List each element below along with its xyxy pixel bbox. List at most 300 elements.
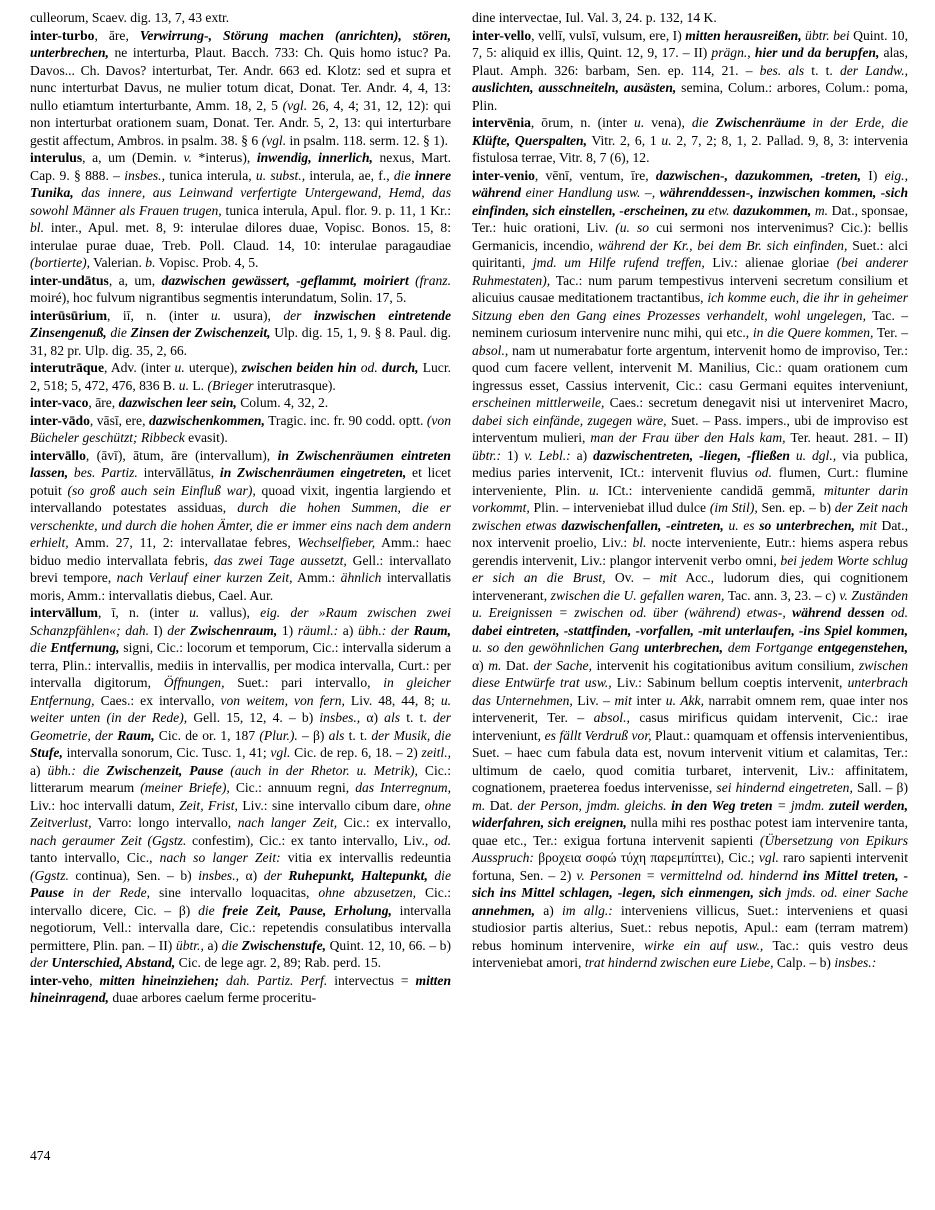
text-segment: insbes.: <box>834 955 877 970</box>
text-segment: (im Stil), <box>709 500 758 515</box>
text-segment: u. <box>634 115 645 130</box>
text-segment: intervalla negotiorum, Vell.: intervalla dare, Cic.: repetendis consulatibus intervalla permittere, Plin. pan. – II) <box>30 902 452 953</box>
text-segment: (vgl. <box>282 97 308 113</box>
text-segment: Tac. ann. 3, 23. – c) <box>724 587 840 603</box>
text-segment: Suet.: alci quiritanti, <box>472 237 909 270</box>
text-segment: , vēnī, ventum, īre, <box>534 167 656 183</box>
text-segment: Tac. – neminem curiosum intervenire nunc mihi, qui etc., <box>472 307 908 340</box>
text-segment: u. subst., <box>255 167 306 183</box>
text-segment: dabei eintreten, -stattfinden, -vorfallen, -mit unterlaufen, -ins Spiel kommen, <box>472 622 908 638</box>
text-segment: Valerian. <box>90 255 146 270</box>
text-segment: bl. <box>30 220 44 235</box>
text-segment: dabei sich einfände, zugegen wäre, <box>472 412 667 428</box>
text-segment: , a, um, <box>108 272 162 288</box>
text-segment: a) <box>338 622 358 638</box>
text-segment: währenddessen-, inzwischen kommen, -sich einfinden, sich einstellen, -erscheinen, zu <box>472 185 908 218</box>
text-segment: durch die hohen Summen, die er verschenkte, und durch die hohen Ämter, die er immer eins nach dem andern erhielt, <box>30 500 451 550</box>
headword: interulus <box>30 150 83 165</box>
text-segment: Entfernung, <box>50 640 120 655</box>
text-segment: zuteil werden, widerfahren, sich ereignen, <box>472 797 909 830</box>
text-segment: od. <box>433 832 451 848</box>
text-segment: übh.: die <box>47 762 107 778</box>
text-segment: dem Fortgange <box>723 640 813 655</box>
text-segment: nach langer Zeit, <box>237 815 338 830</box>
text-segment: übtr. bei <box>801 27 850 43</box>
text-segment: innere Tunika, <box>30 167 452 200</box>
text-segment: α) <box>238 867 264 883</box>
text-segment: mitunter darin vorkommt, <box>472 482 909 515</box>
text-segment: tunica interula, <box>164 167 256 183</box>
text-segment: Cic.: ex intervallo, <box>337 815 452 830</box>
text-segment: dazwischenfallen, -eintreten, <box>561 517 724 533</box>
text-segment: t. t. <box>344 727 372 743</box>
text-segment: nach so langer Zeit: <box>159 850 281 865</box>
text-segment: tunica interula, Apul. flor. 9. p. 11, 1 Kr.: <box>221 202 451 218</box>
text-segment: in den Weg treten <box>671 797 773 813</box>
text-segment: Unterschied, Abstand, <box>51 955 176 970</box>
text-segment: ICt.: interveniente candidā gemmā, <box>599 482 824 498</box>
text-segment: Cic.: litterarum mearum <box>30 762 451 795</box>
text-segment: (meiner Briefe), <box>140 780 230 795</box>
text-segment: interula, ae, f., <box>305 167 394 183</box>
text-segment: duae arbores caelum ferme proceritu- <box>108 990 317 1005</box>
text-segment: Amm.: haec biduo medio intervallata febris, <box>30 535 451 568</box>
text-segment: Liv.: hoc intervalli datum, <box>30 797 180 813</box>
text-segment: Tragic. inc. fr. 90 codd. optt. <box>264 412 427 428</box>
text-segment: a) <box>203 937 222 953</box>
text-segment: Plin. – interveniebat illud dulce <box>529 500 710 515</box>
headword: inter-veho <box>30 972 90 988</box>
text-segment: eig., <box>884 167 908 183</box>
text-segment: u. Akk, <box>665 692 704 708</box>
text-segment: (bortierte), <box>30 255 91 270</box>
headword: inter-undātus <box>30 272 109 288</box>
text-segment: vitia ex intervallis redeuntia <box>280 850 451 865</box>
text-segment: Liv. 48, 44, 8; <box>344 692 441 708</box>
headword: interutrāque <box>30 360 105 375</box>
dictionary-entry <box>30 272 451 307</box>
text-segment: dazwischentreten, -liegen, -fließen <box>593 447 790 463</box>
text-segment: Klüfte, Querspalten, <box>472 132 588 148</box>
text-segment: t. t. <box>804 62 840 78</box>
text-segment: (auch in der Rhetor. u. Metrik), <box>223 762 418 778</box>
text-segment: (vgl. <box>261 132 287 148</box>
text-segment: der Sache, <box>533 657 592 673</box>
text-segment: ähnlich <box>340 570 382 585</box>
text-segment: m. <box>472 797 486 813</box>
text-segment: , (āvī), ātum, āre (intervallum), <box>85 447 278 463</box>
dictionary-entry <box>472 27 908 115</box>
text-segment: Tac.: num parum tempestivus interveni secretum consilium et alicuius causae meditationem tractantibus, <box>472 272 908 305</box>
text-segment: α) <box>472 657 489 673</box>
text-segment: a) <box>535 902 562 918</box>
dictionary-entry <box>30 394 451 412</box>
text-segment: b. <box>145 255 156 270</box>
text-segment: intervenit his cogitationibus avitum consilium, <box>592 657 859 673</box>
text-segment: Acc., ludorum dies, qui cognitionem intervenerant, <box>472 570 909 603</box>
text-segment: Calp. – b) <box>773 955 835 970</box>
headword: intervāllum <box>30 605 98 620</box>
text-segment: Verwirrung-, Störung machen (anrichten), stören, unterbrechen, <box>30 27 451 60</box>
text-segment: bl. <box>632 535 647 550</box>
text-segment: vgl. <box>758 850 779 865</box>
dictionary-entry <box>30 412 451 447</box>
text-segment: Dat. <box>501 657 534 673</box>
text-segment: u. weiter unten (in der Rede), <box>30 692 452 725</box>
text-segment: unterbrach das Unternehmen, <box>472 675 908 708</box>
text-segment: Suet.: pari intervallo, <box>224 675 384 690</box>
headword: inter-vaco <box>30 395 89 410</box>
text-segment: Quint. 10, 7, 5: aliquid ex illis, Quint. 12, 9, 17. – II) <box>472 27 908 60</box>
text-segment: vallus), <box>199 605 261 620</box>
text-segment: Ter. – <box>873 325 908 340</box>
text-segment: u. <box>661 132 672 148</box>
headword: interūsūrium <box>30 307 108 323</box>
text-segment: mitten hineinragend, <box>30 972 451 1005</box>
text-segment: die <box>427 867 451 883</box>
text-segment: mit <box>854 517 877 533</box>
text-segment: = jmdm. <box>772 797 825 813</box>
text-segment: v. Lebl.: <box>524 447 571 463</box>
text-segment: entgegenstehen, <box>817 640 908 655</box>
text-segment: absol., <box>472 342 509 358</box>
text-segment: Raum, <box>413 622 451 638</box>
text-segment: u. <box>178 377 189 393</box>
text-segment: bes. Partiz. <box>68 465 138 480</box>
text-segment: quoad vixit, ingentia largiendo et intervallando potestates assiduas, <box>30 482 451 515</box>
left-column <box>30 9 451 1007</box>
text-segment: Amm.: <box>292 570 341 585</box>
text-segment: der <box>30 955 52 970</box>
text-segment: während der Kr., bei dem Br. sich einfinden, <box>597 237 848 253</box>
text-segment: via publica, medius paries intervenit, ICt.: intervenit fluvius <box>472 447 908 480</box>
text-segment: zwischen beiden hin <box>241 360 357 375</box>
text-segment: Tac.: quis vestro deus interveniebat amori, <box>472 937 908 970</box>
text-segment: intervectus = <box>327 972 416 988</box>
text-segment: Liv.: alienae gloriae <box>704 255 837 270</box>
text-segment: (von Bücheler geschützt; Ribbeck <box>30 412 451 445</box>
text-segment: alas, Plaut. Amph. 326: barbam, Sen. ep. 114, 21. – <box>472 45 908 78</box>
text-segment: , a, um (Demin. <box>82 150 184 165</box>
text-segment: I) <box>861 167 885 183</box>
text-segment: erscheinen mittlerweile, <box>472 395 605 410</box>
text-segment: annehmen, <box>472 902 536 918</box>
text-segment: Liv. – <box>572 692 615 708</box>
text-segment: Dat. <box>485 797 518 813</box>
text-segment: dazukommen, <box>733 202 812 218</box>
text-segment: u. <box>589 482 600 498</box>
text-segment: zwischen die U. gefallen waren, <box>550 587 725 603</box>
text-segment: Wechselfieber, <box>297 535 376 550</box>
text-segment: sei hindernd eingetreten, <box>716 780 853 795</box>
text-segment: Varro: longo intervallo, <box>91 815 238 830</box>
text-segment: jmd. um Hilfe rufend treffen, <box>532 255 705 270</box>
text-segment: als <box>328 727 345 743</box>
text-segment: die <box>393 167 415 183</box>
text-segment: Öffnungen, <box>163 675 225 690</box>
text-segment: vgl. <box>270 745 291 760</box>
text-segment: Dat., sponsae, Ter.: huic orationi, Liv. <box>472 202 908 235</box>
text-segment: (so groß auch sein Einfluß war), <box>67 482 256 498</box>
text-segment: die <box>198 902 223 918</box>
text-segment: od. <box>356 360 378 375</box>
text-segment: der Musik, die <box>371 727 451 743</box>
text-segment: Zwischenzeit, Pause <box>106 762 224 778</box>
text-segment: nach Verlauf einer kurzen Zeit, <box>116 570 293 585</box>
headword: intervāllo <box>30 447 86 463</box>
text-segment: Caes.: ex intervallo, <box>94 692 221 708</box>
text-segment: trat hindernd zwischen eure Liebe, <box>584 955 774 970</box>
text-segment: das Interregnum, <box>355 780 451 795</box>
text-segment: – β) <box>297 727 329 743</box>
text-segment: in die Quere kommen, <box>752 325 874 340</box>
text-segment: , āre, <box>88 395 119 410</box>
text-segment: tanto intervallo, Cic., <box>30 850 160 865</box>
text-segment: der <box>263 867 289 883</box>
text-segment: v. Zuständen u. Ereignissen = zwischen od. über (während) etwas-, <box>472 587 909 620</box>
text-segment: räuml.: <box>297 622 339 638</box>
text-segment: et licet potuit <box>30 465 451 498</box>
text-segment: u. es <box>723 517 755 533</box>
text-segment: einer Handlung usw. –, <box>521 185 656 200</box>
text-segment: Pause <box>30 885 64 900</box>
text-segment: Cic. de or. 1, 187 <box>154 727 260 743</box>
text-segment: Liv.: sine intervallo cibum dare, <box>237 797 425 813</box>
text-segment: ohne abzusetzen, <box>318 885 417 900</box>
text-segment: insbes., <box>124 167 165 183</box>
text-segment: zwischen diese Entwürfe trat usw., <box>472 657 908 690</box>
text-segment: moiré), hoc fulvum nigrantibus segmentis interundatum, Solin. 17, 5. <box>30 290 407 305</box>
text-segment: mitten herausreißen, <box>685 27 802 43</box>
text-segment: , āre, <box>94 27 140 43</box>
headword: intervēnia <box>472 115 531 130</box>
dictionary-entry <box>472 9 908 27</box>
text-segment: Liv.: Sabinum bellum coeptis intervenit, <box>611 675 848 690</box>
text-segment: intervāllātus, <box>137 465 220 480</box>
headword: inter-vello <box>472 27 532 43</box>
text-segment: interutrasque). <box>253 377 336 393</box>
text-segment: Gell.: intervallato brevi tempore, <box>30 552 451 585</box>
text-segment: cui sermoni nos intervenimus? Cic.): bellis Germanicis, incendio, <box>472 220 908 253</box>
text-segment: 1) <box>277 622 298 638</box>
text-segment: dazwischen leer sein, <box>118 395 237 410</box>
text-segment: , iī, n. (inter <box>107 307 211 323</box>
text-segment: 2, 7, 2; 8, 1, 2. Pallad. 9, 8, 3: intervenia fistulosa terrae, Vitr. 8, 7 (6), 12. <box>472 132 909 165</box>
text-segment: intervallatis moris, Amm.: intervallatis diebus, Cael. Aur. <box>30 570 451 603</box>
text-segment: ins Mittel treten, - sich ins Mittel schlagen, -legen, sich einmengen, sich <box>472 867 908 900</box>
text-segment: Ov. – <box>605 570 660 585</box>
text-segment: (Plur.). <box>259 727 298 743</box>
text-segment: v. Personen = vermittelnd od. hindernd <box>576 867 798 883</box>
text-segment: Zinsen der Zwischenzeit, <box>130 325 271 340</box>
dictionary-entry <box>30 972 451 1007</box>
text-segment: u. <box>210 307 222 323</box>
text-segment: dazwischenkommen, <box>148 412 265 428</box>
text-segment: inzwischen eintretende Zinsengenuß, <box>30 307 451 340</box>
text-segment: jmds. od. einer Sache <box>781 885 909 900</box>
text-segment: usura), <box>221 307 284 323</box>
text-segment: nocte interveniente, Eutr.: hiems aspera rebus gerendis intervenit, Liv.: plangor intervenit verbo omni, <box>472 535 908 568</box>
text-segment: , vellī, vulsī, vulsum, ere, I) <box>531 27 686 43</box>
text-segment: narrabit omnem rem, quae inter nos intervenerit, Ter. – <box>472 692 909 725</box>
dictionary-entry <box>472 167 908 972</box>
text-segment: βροχεια σοφώ τύχη παρεμπίπτει), Cic.; <box>533 850 759 865</box>
text-segment: bes. als <box>759 62 805 78</box>
text-segment: u. dgl., <box>789 447 837 463</box>
text-segment: Vopisc. Prob. 4, 5. <box>155 255 259 270</box>
text-segment: während <box>472 185 522 200</box>
text-segment: während dessen <box>792 605 885 620</box>
text-segment: das innere, aus Leinwand verfertigte Untergewand, Hemd, das sowohl Männer als Frauen trugen, <box>30 185 451 218</box>
text-segment: flumen, Curt.: flumine interveniente, Plin. <box>472 465 908 498</box>
text-segment: m. <box>488 657 502 673</box>
text-segment: Raum, <box>117 727 155 743</box>
dictionary-entry <box>30 447 451 605</box>
text-segment: interveniens villicus, Suet.: interveniens et quasi studiosior partis alterius, Suet.: rebus nepotis, Apul.: eam (terram matrem) rebus hominum intervenire, <box>472 902 908 953</box>
headword: inter-venio <box>472 167 535 183</box>
text-segment: übh.: der <box>357 622 414 638</box>
text-segment: , Adv. (inter <box>104 360 175 375</box>
text-segment: uterque), <box>184 360 242 375</box>
dictionary-entry <box>30 604 451 972</box>
text-segment: u. <box>174 360 185 375</box>
text-segment: die <box>221 937 242 953</box>
page-number: 474 <box>30 1148 51 1163</box>
text-segment: freie Zeit, Pause, Erholung, <box>222 902 392 918</box>
text-segment: absol., <box>593 710 630 725</box>
text-segment: od. <box>884 605 908 620</box>
text-segment: als <box>384 710 401 725</box>
text-segment: durch, <box>381 360 419 375</box>
text-segment: (Übersetzung von Epikurs Ausspruch: <box>472 832 908 865</box>
text-segment: culleorum, Scaev. dig. 13, 7, 43 extr. <box>30 10 230 25</box>
text-segment: in psalm. 118. serm. 12. § 1). <box>286 132 448 148</box>
right-column <box>472 9 908 1007</box>
text-segment: od. <box>754 465 772 480</box>
text-segment: es fällt Verdruß vor, <box>544 727 652 743</box>
text-segment: der Geometrie, der <box>30 710 452 743</box>
text-segment: vena), <box>644 115 692 130</box>
text-segment: (Ggstz. <box>30 867 69 883</box>
text-segment: von weitem, von fern, <box>220 692 345 708</box>
text-segment: insbes., <box>198 867 239 883</box>
text-segment: raro sapienti intervenit fortuna, Sen. – 2) <box>472 850 908 883</box>
text-segment: der Landw., <box>839 62 909 78</box>
text-segment: Quint. 12, 10, 66. – b) <box>326 937 451 953</box>
text-segment: Cic.: annuum regni, <box>229 780 356 795</box>
text-segment: , vāsī, ere, <box>89 412 149 428</box>
text-segment: Cic. de lege agr. 2, 89; Rab. perd. 15. <box>175 955 382 970</box>
dictionary-entry <box>30 307 451 360</box>
text-segment: Plaut.: quamquam et offensis intervenientibus, Suet. – haec cum fabula data est, novum intervenit vitium et calamitas, Ter.: ultimum de caelo, quod comitia turbaret, intervenit, Liv.: affinitatem, cognationem, praeterea foedus intervenisse, <box>472 727 909 795</box>
text-segment: confestim), Cic.: ex tanto intervallo, Liv., <box>186 832 434 848</box>
text-segment: u. so den gewöhnlichen Gang <box>472 640 640 655</box>
text-segment: Vitr. 2, 6, 1 <box>587 132 662 148</box>
text-segment: auslichten, ausschneiteln, ausästen, <box>472 80 677 95</box>
text-segment: in Zwischenräumen eingetreten, <box>219 465 407 480</box>
text-segment: insbes., <box>319 710 361 725</box>
text-segment: ne interturba, Plaut. Bacch. 733: Ch. Quis homo istuc? Pa. Davos... Ch. Davos? interturbat, Ter. Andr. 663 ed. Klotz: sed et supra et nunc interturbat Davus, ne mulier totum dicat, Donat. Ter. Andr. 4, 4, 13: nullo etiamtum interturbante, Amm. 18, 2, 5 <box>30 45 451 113</box>
text-segment: semina, Colum.: arbores, Colum.: poma, Plin. <box>472 80 909 113</box>
text-segment: continua), Sen. – b) <box>68 867 199 883</box>
text-segment: , ōrum, n. (inter <box>530 115 635 130</box>
text-segment: hier und da berupfen, <box>754 45 880 60</box>
text-segment: der Zeit nach zwischen etwas <box>472 500 908 533</box>
text-segment: m. <box>811 202 829 218</box>
text-segment: (Brieger <box>207 377 254 393</box>
text-segment: inter., Apul. met. 8, 9: interulae dilores duae, Vopisc. Bonos. 15, 8: interulae purae duae, Treb. Poll. Claud. 14, 10: interulae paragaudiae <box>30 220 451 253</box>
text-segment: in Zwischenräumen eintreten lassen, <box>30 447 451 480</box>
text-segment: , ī, n. (inter <box>97 605 190 620</box>
text-segment: in der Erde, die <box>805 115 908 130</box>
text-segment: a) <box>30 762 48 778</box>
text-segment: dazwischen-, dazukommen, -treten, <box>655 167 862 183</box>
text-segment: nach geraumer Zeit (Ggstz. <box>30 832 187 848</box>
text-segment: die <box>30 640 51 655</box>
text-segment: in der Rede, <box>63 885 151 900</box>
text-segment: Colum. 4, 32, 2. <box>236 395 329 410</box>
text-segment: (franz. <box>408 272 452 288</box>
text-segment: bei jedem Worte schlug er sich an die Brust, <box>472 552 908 585</box>
text-segment: v. <box>183 150 192 165</box>
text-segment: so unterbrechen, <box>759 517 855 533</box>
headword: inter-turbo <box>30 27 95 43</box>
text-segment: Zwischenräume <box>715 115 806 130</box>
text-segment: a) <box>570 447 594 463</box>
text-segment: Zwischenstufe, <box>241 937 327 953</box>
text-segment: wirke ein auf usw., <box>644 937 764 953</box>
text-segment: der <box>167 622 190 638</box>
text-segment: *interus), <box>191 150 257 165</box>
text-segment: etw. <box>704 202 730 218</box>
text-segment: dine intervectae, Iul. Val. 3, 24. p. 132, 14 K. <box>472 10 717 25</box>
text-segment: die <box>106 325 131 340</box>
text-segment: nam ut numerabatur forte argentum, intervenit homo de improviso, Ter.: quod cum facere vellent, intervenit M. Manilius, Cic.: quam orationem cum ingressus esset, Cassius intervenit, Cic.: casu Germani equites interveniunt, <box>472 342 908 393</box>
text-segment: Cic. de rep. 6, 18. – 2) <box>290 745 422 760</box>
dictionary-entry <box>30 27 451 150</box>
text-segment: mit <box>659 570 677 585</box>
text-segment: ich komme euch, die ihr in geheimer Sitzung eben den Gang eines Prozesses verhandelt, wohl ungelegen, <box>472 290 908 323</box>
text-segment: inter <box>631 692 666 708</box>
text-segment: 26, 4, 4; 31, 12, 12): qui non interturbat orationem suam, Donat. Ter. Andr. 5, 2, 13: qui interturbare gestit affectum, Ambros. in psalm. 38. § 6 <box>30 97 451 148</box>
text-segment: Ter. heaut. 281. – II) <box>785 430 908 445</box>
text-segment: im allg.: <box>561 902 613 918</box>
text-segment: eig. der »Raum zwischen zwei Schanzpfählen«; dah. <box>30 605 451 638</box>
text-segment: nulla mihi res posthac potest iam intervenire tanta, quae etc., Ter.: exigua fortuna intervenit sapienti <box>472 815 908 848</box>
text-segment: L. <box>188 377 208 393</box>
text-segment: evasit). <box>184 430 228 445</box>
text-segment: Ulp. dig. 15, 1, 9. § 8. Paul. dig. 31, 82 pr. Ulp. dig. 35, 2, 66. <box>30 325 452 358</box>
text-segment: der <box>283 307 314 323</box>
text-segment: mit <box>614 692 632 708</box>
text-segment: inwendig, innerlich, <box>256 150 373 165</box>
text-segment: Cic.: intervallo dicere, Cic. – β) <box>30 885 452 918</box>
text-segment: Lucr. 2, 518; 5, 472, 476, 836 B. <box>30 360 451 393</box>
text-segment: I) <box>149 622 168 638</box>
headword: inter-vādo <box>30 412 90 428</box>
text-segment: der Person, jmdm. gleichs. <box>517 797 667 813</box>
text-segment: die <box>691 115 716 130</box>
text-segment: signi, Cic.: locorum et temporum, Cic.: intervalla siderum a terra, Plin.: intervallis, mediis in intervallis, per modica intervalla, Curt.: per intervalla digitorum, <box>30 640 451 690</box>
text-segment: Zeit, Frist, <box>179 797 238 813</box>
text-segment: Suet. – Pass. impers., ubi de improviso est interventum mulieri, <box>472 412 908 445</box>
text-segment: Zwischenraum, <box>190 622 278 638</box>
text-segment: nexus, Mart. Cap. 9. § 888. – <box>30 150 452 183</box>
text-segment: zeitl., <box>421 745 451 760</box>
text-segment: Gell. 15, 12, 4. – b) <box>187 710 320 725</box>
text-segment: t. t. <box>400 710 433 725</box>
text-segment: casus mirificus quidam intervenit, Cic.: irae interveniunt, <box>472 710 908 743</box>
